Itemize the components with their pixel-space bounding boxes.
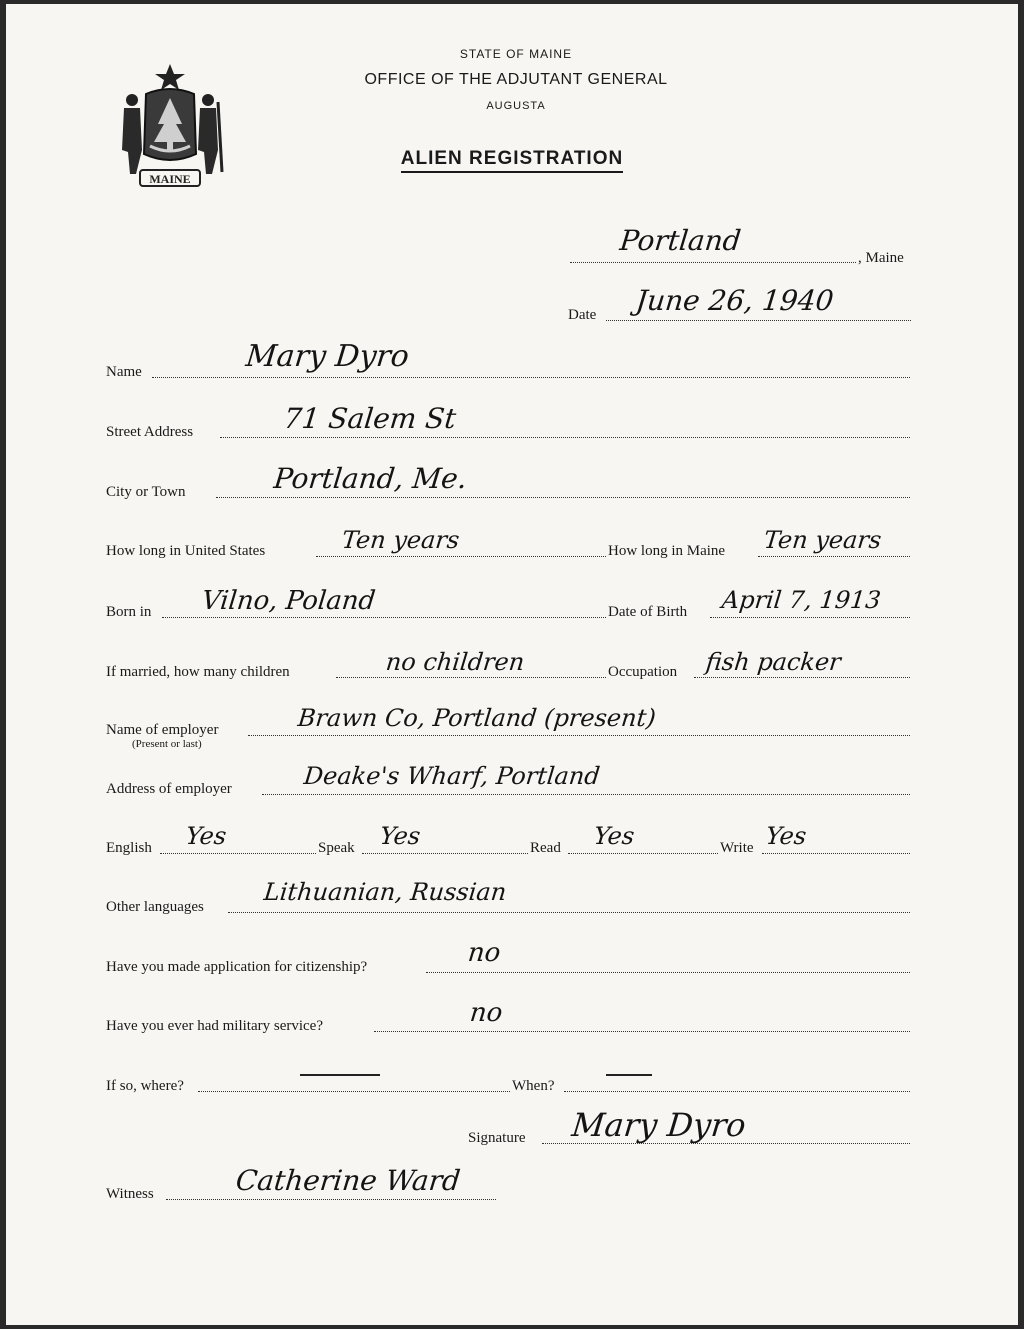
street-address-value: 71 Salem St — [282, 402, 458, 435]
date-label: Date — [568, 307, 597, 323]
employer-address-value: Deake's Wharf, Portland — [302, 762, 602, 790]
date-value: June 26, 1940 — [634, 284, 836, 317]
when-line — [564, 1091, 910, 1092]
other-languages-value: Lithuanian, Russian — [262, 878, 508, 906]
how-long-us-line — [316, 556, 606, 557]
english-value: Yes — [184, 822, 228, 850]
name-label: Name — [106, 364, 142, 380]
how-long-us-value: Ten years — [340, 526, 461, 554]
write-label: Write — [720, 840, 754, 856]
city-label: City or Town — [106, 484, 186, 500]
witness-line — [166, 1199, 496, 1200]
dob-label: Date of Birth — [608, 604, 688, 620]
citizenship-line — [426, 972, 910, 973]
when-dash-mark — [606, 1074, 652, 1076]
born-in-line — [162, 617, 606, 618]
name-value: Mary Dyro — [244, 339, 411, 374]
english-label: English — [106, 840, 152, 856]
occupation-line — [694, 677, 910, 678]
form-title: ALIEN REGISTRATION — [362, 148, 662, 170]
town-line — [570, 262, 856, 263]
header-city: AUGUSTA — [486, 100, 546, 112]
children-line — [336, 677, 606, 678]
if-so-where-label: If so, where? — [106, 1078, 184, 1094]
street-address-label: Street Address — [106, 424, 194, 440]
military-line — [374, 1031, 910, 1032]
maine-seal-emblem — [110, 62, 230, 194]
other-languages-label: Other languages — [106, 899, 204, 915]
date-line — [606, 320, 911, 321]
speak-label: Speak — [318, 840, 355, 856]
header-state: STATE OF MAINE — [459, 47, 573, 61]
write-line — [762, 853, 910, 854]
children-label: If married, how many children — [106, 664, 290, 680]
employer-name-line — [248, 735, 910, 736]
header-office: OFFICE OF THE ADJUTANT GENERAL — [364, 71, 668, 88]
town-value: Portland — [618, 224, 743, 257]
citizenship-label: Have you made application for citizenship? — [106, 959, 368, 975]
citizenship-value: no — [466, 938, 502, 968]
born-in-label: Born in — [106, 604, 152, 620]
if-so-where-line — [198, 1091, 510, 1092]
document-page — [6, 4, 1018, 1325]
employer-name-label: Name of employer — [106, 722, 219, 738]
read-label: Read — [530, 840, 561, 856]
where-dash-mark — [300, 1074, 380, 1076]
dob-line — [710, 617, 910, 618]
city-line — [216, 497, 910, 498]
when-label: When? — [512, 1078, 555, 1094]
military-value: no — [468, 998, 504, 1028]
occupation-value: fish packer — [704, 648, 843, 676]
speak-line — [362, 853, 528, 854]
dob-value: April 7, 1913 — [720, 586, 883, 614]
witness-value: Catherine Ward — [234, 1164, 462, 1197]
write-value: Yes — [764, 822, 808, 850]
children-value: no children — [384, 648, 526, 676]
born-in-value: Vilno, Poland — [200, 586, 377, 616]
how-long-maine-value: Ten years — [762, 526, 883, 554]
signature-label: Signature — [468, 1130, 526, 1146]
speak-value: Yes — [378, 822, 422, 850]
maine-label: , Maine — [858, 250, 904, 266]
signature-value: Mary Dyro — [570, 1106, 748, 1144]
how-long-us-label: How long in United States — [106, 543, 266, 559]
employer-name-value: Brawn Co, Portland (present) — [296, 704, 658, 732]
employer-address-label: Address of employer — [106, 781, 232, 797]
military-label: Have you ever had military service? — [106, 1018, 323, 1034]
occupation-label: Occupation — [608, 664, 678, 680]
seal-motto-text: MAINE — [149, 172, 191, 186]
read-value: Yes — [592, 822, 636, 850]
other-languages-line — [228, 912, 910, 913]
city-value: Portland, Me. — [272, 462, 469, 495]
how-long-maine-line — [758, 556, 910, 557]
read-line — [568, 853, 718, 854]
name-line — [152, 377, 910, 378]
street-address-line — [220, 437, 910, 438]
employer-address-line — [262, 794, 910, 795]
witness-label: Witness — [106, 1186, 154, 1202]
employer-sub-label: (Present or last) — [132, 738, 202, 750]
how-long-maine-label: How long in Maine — [608, 543, 726, 559]
english-line — [160, 853, 316, 854]
